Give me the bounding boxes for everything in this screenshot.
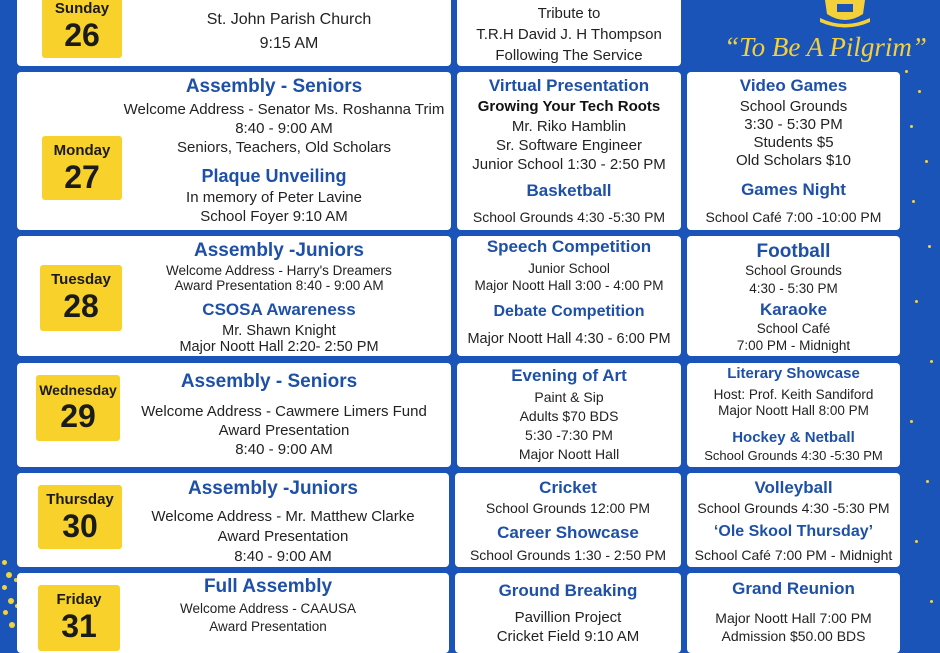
event-detail: School Grounds 1:30 - 2:50 PM <box>469 547 667 563</box>
event-detail: Welcome Address - Mr. Matthew Clarke <box>151 508 415 525</box>
event-detail: Junior School 1:30 - 2:50 PM <box>472 156 666 173</box>
event-title: Karaoke <box>759 300 828 319</box>
day-badge-wednesday <box>36 375 120 441</box>
event-detail: Welcome Address - Harry's Dreamers <box>166 263 392 278</box>
event-title: Grand Reunion <box>732 579 855 598</box>
event-detail: Major Noott Hall 8:00 PM <box>718 403 869 418</box>
event-detail: School Café 7:00 -10:00 PM <box>705 209 882 225</box>
event-title: Basketball <box>526 181 612 200</box>
event-detail: Pavillion Project <box>514 609 622 626</box>
day-name: Thursday <box>46 491 114 508</box>
event-detail: 4:30 - 5:30 PM <box>749 281 838 296</box>
event-detail: 8:40 - 9:00 AM <box>235 441 333 458</box>
wednesday-mid-card <box>457 363 681 467</box>
event-title: Video Games <box>739 76 848 95</box>
event-detail: School Grounds 12:00 PM <box>485 500 651 516</box>
event-detail: Major Noott Hall 7:00 PM <box>715 610 872 626</box>
day-badge-sunday <box>42 0 122 58</box>
event-title: Speech Competition <box>486 237 652 256</box>
event-title: Ground Breaking <box>498 581 638 600</box>
thursday-mid-card <box>455 473 681 567</box>
monday-right-card <box>687 72 900 230</box>
thursday-right-card <box>687 473 900 567</box>
event-title: Full Assembly <box>203 576 333 597</box>
event-detail: Junior School <box>528 261 610 276</box>
event-detail: 3:30 - 5:30 PM <box>744 116 843 133</box>
event-detail: Welcome Address - CAAUSA <box>179 601 357 616</box>
event-title: Games Night <box>741 180 846 199</box>
school-motto: “To Be A Pilgrim” <box>724 32 927 62</box>
event-detail: Adults $70 BDS <box>519 408 619 424</box>
day-badge-friday <box>38 585 120 651</box>
tuesday-right-card <box>687 236 900 356</box>
event-detail: Major Noott Hall 2:20- 2:50 PM <box>179 339 379 355</box>
event-detail: Mr. Shawn Knight <box>222 323 336 339</box>
event-detail: Host: Prof. Keith Sandiford <box>713 387 874 402</box>
event-detail: School Foyer 9:10 AM <box>200 208 348 225</box>
event-title: Assembly -Juniors <box>188 478 358 499</box>
day-name: Sunday <box>54 0 110 17</box>
event-detail: School Café <box>756 321 831 336</box>
day-number: 29 <box>60 398 96 434</box>
event-title: Literary Showcase <box>727 365 860 382</box>
event-detail: Students $5 <box>753 134 834 151</box>
event-title: Assembly -Juniors <box>194 240 364 261</box>
day-number: 30 <box>62 508 98 544</box>
event-detail: Old Scholars $10 <box>735 152 852 169</box>
event-detail: School Grounds <box>739 98 848 115</box>
event-detail: Award Presentation <box>218 422 350 439</box>
event-detail: Major Noott Hall 4:30 - 6:00 PM <box>467 331 671 347</box>
event-detail: Mr. Riko Hamblin <box>511 118 627 135</box>
event-detail: Admission $50.00 BDS <box>721 628 866 644</box>
event-title: Virtual Presentation <box>488 76 650 95</box>
event-detail: School Grounds 4:30 -5:30 PM <box>472 209 666 225</box>
event-detail: 8:40 - 9:00 AM <box>235 120 333 137</box>
friday-right-card <box>687 573 900 653</box>
day-name: Tuesday <box>51 271 111 288</box>
day-number: 31 <box>61 608 97 644</box>
event-detail: Award Presentation <box>217 528 349 545</box>
event-detail: Major Noott Hall 3:00 - 4:00 PM <box>474 278 664 293</box>
event-detail: School Grounds <box>745 263 842 278</box>
event-title: Volleyball <box>754 478 833 497</box>
event-title: ‘Ole Skool Thursday’ <box>713 523 874 540</box>
event-detail: Sr. Software Engineer <box>496 137 642 154</box>
school-crest-icon <box>815 0 875 28</box>
tuesday-mid-card <box>457 236 681 356</box>
day-name: Friday <box>56 591 102 608</box>
event-detail: School Grounds 4:30 -5:30 PM <box>704 448 883 463</box>
sunday-venue: St. John Parish Church <box>206 11 372 28</box>
event-detail: Award Presentation 8:40 - 9:00 AM <box>174 278 384 293</box>
sunday-mid-card <box>457 0 681 66</box>
event-title: Hockey & Netball <box>732 429 855 446</box>
event-detail: In memory of Peter Lavine <box>186 189 362 206</box>
event-detail: Welcome Address - Senator Ms. Roshanna Trim <box>123 101 445 118</box>
wednesday-right-card <box>687 363 900 467</box>
event-detail: 5:30 -7:30 PM <box>525 427 613 443</box>
day-badge-monday <box>42 136 122 200</box>
monday-mid-card <box>457 72 681 230</box>
event-title: CSOSA Awareness <box>202 300 356 319</box>
day-number: 27 <box>64 159 100 195</box>
event-detail: School Grounds 4:30 -5:30 PM <box>697 500 890 516</box>
tribute-line: T.R.H David J. H Thompson <box>476 26 662 43</box>
day-name: Monday <box>53 142 111 159</box>
day-badge-thursday <box>38 485 122 549</box>
event-title: Assembly - Seniors <box>185 76 363 97</box>
event-detail: Welcome Address - Cawmere Limers Fund <box>141 403 427 420</box>
event-detail: School Café 7:00 PM - Midnight <box>694 547 893 563</box>
event-title: Career Showcase <box>497 523 639 542</box>
event-title: Debate Competition <box>493 303 645 320</box>
sunday-time: 9:15 AM <box>259 35 319 52</box>
tribute-line: Following The Service <box>495 47 643 64</box>
event-subtitle: Growing Your Tech Roots <box>477 98 661 115</box>
friday-mid-card <box>455 573 681 653</box>
event-detail: Cricket Field 9:10 AM <box>496 628 640 645</box>
day-number: 28 <box>63 288 99 324</box>
tribute-line: Tribute to <box>537 5 601 22</box>
event-title: Plaque Unveiling <box>201 166 347 186</box>
event-detail: 7:00 PM - Midnight <box>736 338 851 353</box>
event-title: Football <box>756 241 831 262</box>
day-number: 26 <box>64 17 100 53</box>
day-name: Wednesday <box>39 382 117 398</box>
event-detail: Major Noott Hall <box>518 446 620 462</box>
event-title: Assembly - Seniors <box>180 371 358 392</box>
event-detail: Seniors, Teachers, Old Scholars <box>177 139 391 156</box>
event-title: Evening of Art <box>511 366 627 385</box>
event-detail: Award Presentation <box>209 619 327 634</box>
event-title: Cricket <box>539 478 597 497</box>
event-detail: Paint & Sip <box>534 389 604 405</box>
event-detail: 8:40 - 9:00 AM <box>234 548 332 565</box>
day-badge-tuesday <box>40 265 122 331</box>
